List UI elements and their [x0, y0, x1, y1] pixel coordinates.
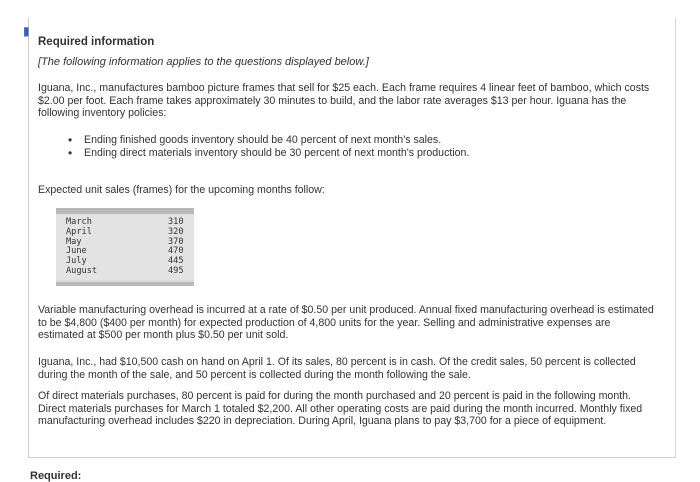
table-bottom-band	[56, 282, 194, 286]
expected-sales-table	[56, 208, 194, 286]
info-marker-icon: ▮	[23, 24, 30, 38]
units-cell: 320	[168, 226, 184, 237]
units-cell: 445	[168, 256, 184, 267]
month-cell: June	[66, 246, 87, 257]
purchases-paragraph: Of direct materials purchases, 80 percent is paid for during the month purchased and 20 percent is paid in the following month. Direct materials purchases for March 1 totaled $2,200. All other operating costs are paid during the month incurred. Monthly fixed manufacturing overhead includes $220 in depreciation. During April, Iguana plans to pay $3,700 for a piece of equipment.	[38, 390, 643, 427]
units-cell: 310	[168, 217, 184, 227]
month-column	[66, 218, 97, 277]
units-column	[168, 218, 184, 277]
units-cell: 370	[168, 236, 184, 247]
policy-item: • Ending finished goods inventory should be 40 percent of next month's sales.	[68, 134, 469, 147]
units-cell: 495	[168, 265, 184, 276]
month-cell: August	[66, 265, 98, 276]
page	[12, 12, 688, 480]
overhead-paragraph: Variable manufacturing overhead is incurred at a rate of $0.50 per unit produced. Annual fixed manufacturing overhead is estimated to be $4,800 ($400 per month) for expected production of 4,800 units for the year. Selling and administrative expenses are estimated at $500 per month plus $0.50 per unit sold.	[38, 304, 654, 341]
month-cell: May	[66, 236, 82, 247]
subheading: [The following information applies to the questions displayed below.]	[38, 56, 369, 68]
expected-sales-intro: Expected unit sales (frames) for the upcoming months follow:	[38, 184, 325, 196]
month-cell: July	[66, 256, 87, 267]
required-label: Required:	[30, 470, 82, 482]
units-cell: 470	[168, 246, 184, 257]
intro-paragraph: Iguana, Inc., manufactures bamboo picture frames that sell for $25 each. Each frame requires 4 linear feet of bamboo, which costs $2.00 per foot. Each frame takes approximately 30 minutes to build, and the labor rate averages $13 per hour. Iguana has the following inventory policies:	[38, 82, 650, 119]
heading: Required information	[38, 36, 155, 48]
month-cell: March	[66, 217, 92, 227]
month-cell: April	[66, 226, 92, 237]
cash-paragraph: Iguana, Inc., had $10,500 cash on hand on April 1. Of its sales, 80 percent is in cash. Of the credit sales, 50 percent is collected during the month of the sale, and 50 percent is collected during the month following the sale.	[38, 356, 636, 381]
policy-item: • Ending direct materials inventory should be 30 percent of next month's production.	[68, 147, 469, 160]
inventory-policies	[68, 134, 469, 159]
